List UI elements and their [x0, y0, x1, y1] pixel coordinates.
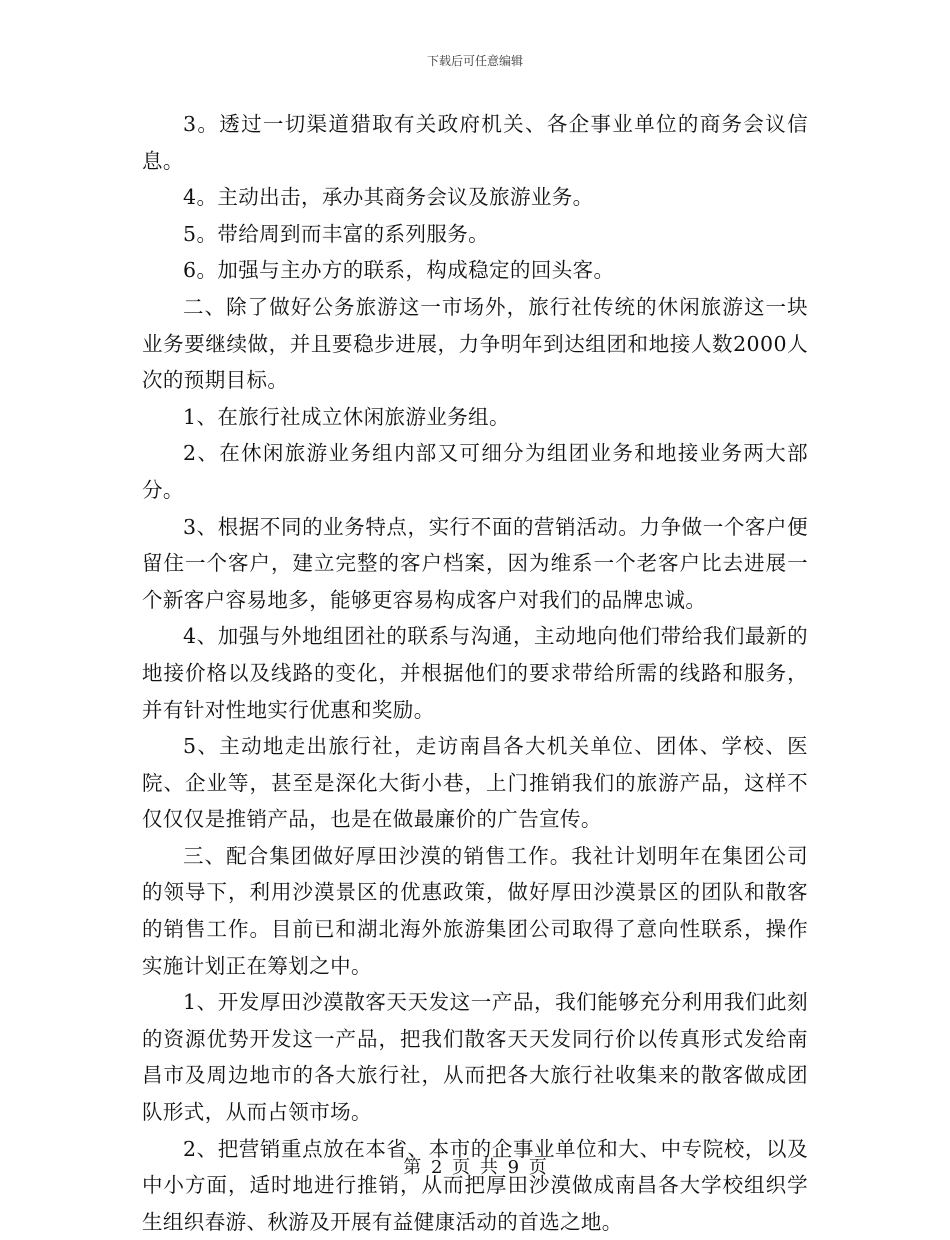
- page-header: 下载后可任意编辑: [426, 54, 523, 68]
- paragraph: 6。加强与主办方的联系，构成稳定的回头客。: [183, 258, 615, 283]
- paragraph: 2、把营销重点放在本省、本市的企事业单位和大、中专院校，以及中小方面，适时地进行推销，从而把厚田沙漠做成南昌各大学校组织学生组织春游、秋游及开展有益健康活动的首选之地。: [142, 1136, 808, 1234]
- paragraph: 4、加强与外地组团社的联系与沟通，主动地向他们带给我们最新的地接价格以及线路的变化，并根据他们的要求带给所需的线路和服务，并有针对性地实行优惠和奖励。: [142, 624, 808, 722]
- paragraph: 4。主动出击，承办其商务会议及旅游业务。: [183, 185, 594, 210]
- page-number-footer: 第 2 页 共 9 页: [403, 1157, 547, 1178]
- paragraph: 5、主动地走出旅行社，走访南昌各大机关单位、团体、学校、医院、企业等，甚至是深化大街小巷，上门推销我们的旅游产品，这样不仅仅仅是推销产品，也是在做最廉价的广告宣传。: [142, 734, 808, 832]
- paragraph: 5。带给周到而丰富的系列服务。: [183, 221, 490, 246]
- document-body: [142, 106, 808, 1240]
- paragraph: 3。透过一切渠道猎取有关政府机关、各企事业单位的商务会议信息。: [142, 112, 808, 173]
- paragraph: 2、在休闲旅游业务组内部又可细分为组团业务和地接业务两大部分。: [142, 441, 808, 502]
- paragraph: 二、除了做好公务旅游这一市场外，旅行社传统的休闲旅游这一块业务要继续做，并且要稳步进展，力争明年到达组团和地接人数2000人次的预期目标。: [142, 294, 808, 393]
- paragraph: 3、根据不同的业务特点，实行不面的营销活动。力争做一个客户便留住一个客户，建立完整的客户档案，因为维系一个老客户比去进展一个新客户容易地多，能够更容易构成客户对我们的品牌忠诚。: [142, 514, 808, 612]
- paragraph: 1、开发厚田沙漠散客天天发这一产品，我们能够充分利用我们此刻的资源优势开发这一产品，把我们散客天天发同行价以传真形式发给南昌市及周边地市的各大旅行社，从而把各大旅行社收集来的散客做成团队形式，从而占领市场。: [142, 990, 808, 1125]
- paragraph: 三、配合集团做好厚田沙漠的销售工作。我社计划明年在集团公司的领导下，利用沙漠景区的优惠政策，做好厚田沙漠景区的团队和散客的销售工作。目前已和湖北海外旅游集团公司取得了意向性联系，操作实施计划正在筹划之中。: [142, 843, 808, 978]
- paragraph: 1、在旅行社成立休闲旅游业务组。: [183, 404, 510, 429]
